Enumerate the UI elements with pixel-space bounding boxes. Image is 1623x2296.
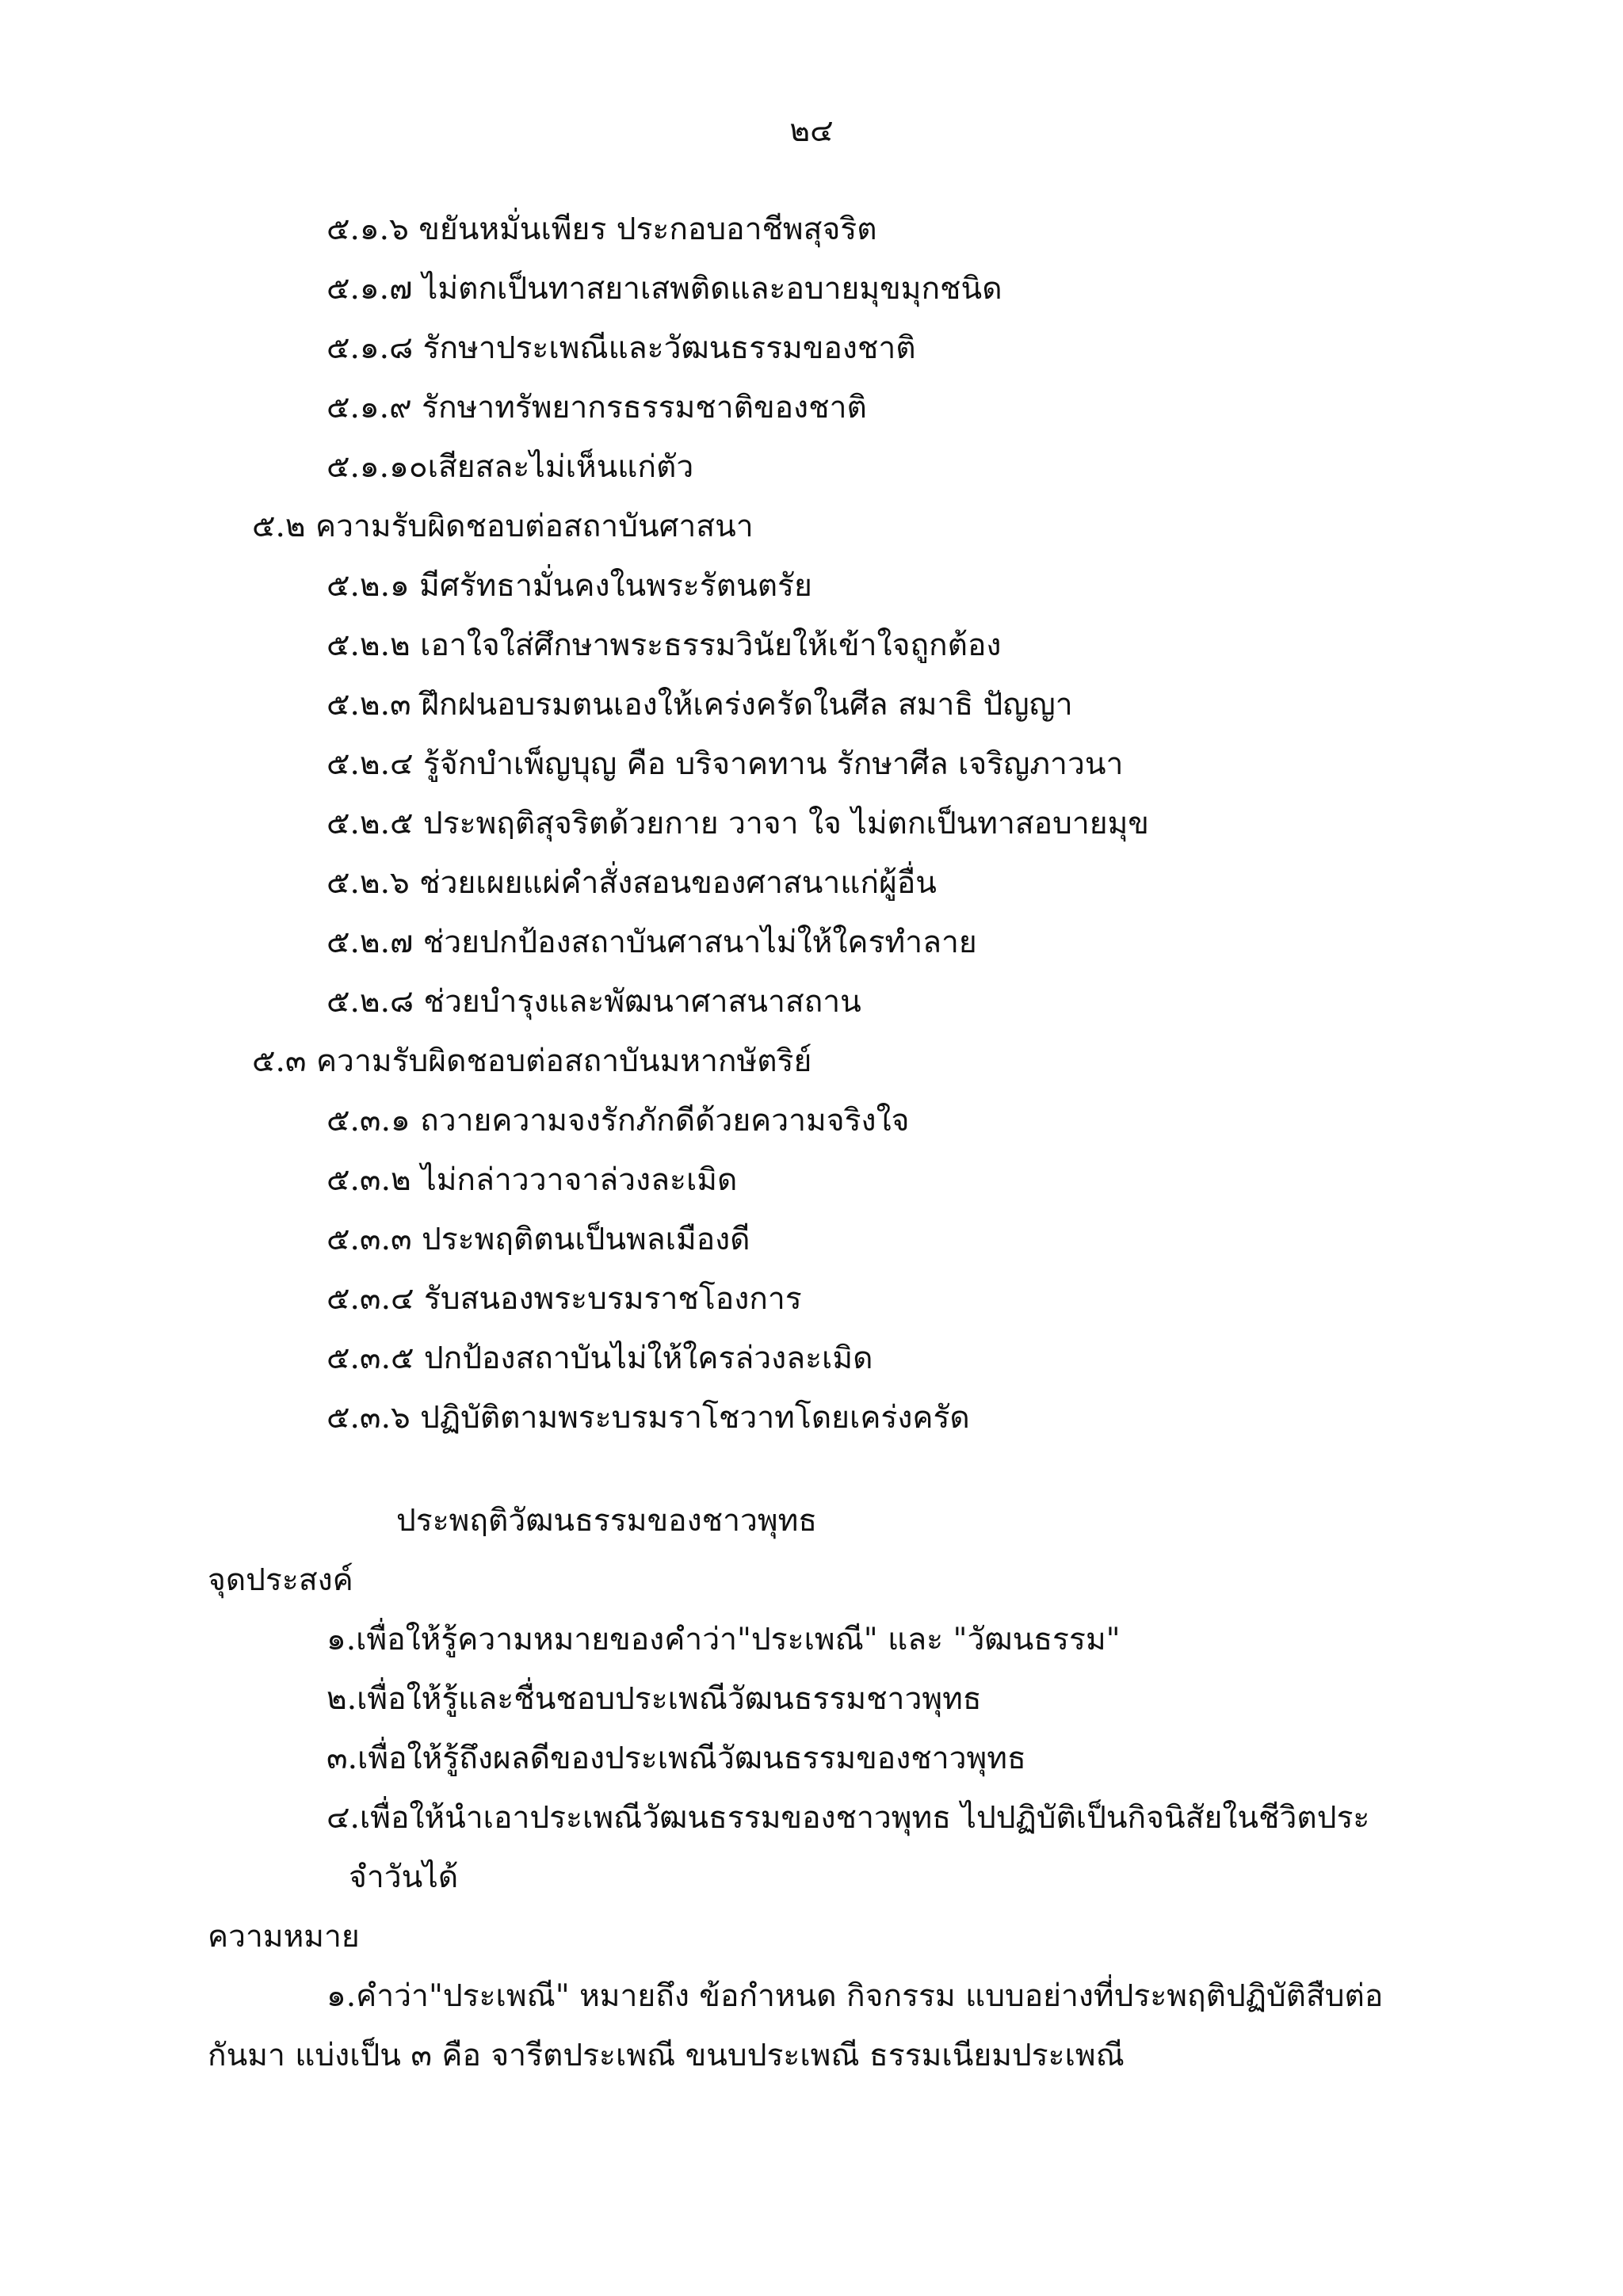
list-item: ๕.๒.๖ ช่วยเผยแผ่คำสั่งสอนของศาสนาแก่ผู้อื่น — [327, 865, 937, 901]
meaning-heading: ความหมาย — [208, 1919, 360, 1955]
list-item: ๕.๓.๒ ไม่กล่าววาจาล่วงละเมิด — [327, 1162, 738, 1198]
objectives-heading: จุดประสงค์ — [208, 1562, 353, 1598]
section-heading: ๕.๒ ความรับผิดชอบต่อสถาบันศาสนา — [252, 509, 754, 544]
paragraph-line: กันมา แบ่งเป็น ๓ คือ จารีตประเพณี ขนบประเพณี ธรรมเนียมประเพณี — [208, 2038, 1125, 2073]
list-item: ๕.๒.๘ ช่วยบำรุงและพัฒนาศาสนาสถาน — [327, 984, 861, 1020]
objective-item: ๑.เพื่อให้รู้ความหมายของคำว่า"ประเพณี" และ "วัฒนธรรม" — [327, 1622, 1121, 1657]
list-item: ๕.๒.๓ ฝึกฝนอบรมตนเองให้เคร่งครัดในศีล สมาธิ ปัญญา — [327, 687, 1073, 723]
section-heading: ๕.๓ ความรับผิดชอบต่อสถาบันมหากษัตริย์ — [252, 1043, 812, 1079]
list-item: ๕.๒.๒ เอาใจใส่ศึกษาพระธรรมวินัยให้เข้าใจถูกต้อง — [327, 627, 1002, 663]
list-item: ๕.๓.๔ รับสนองพระบรมราชโองการ — [327, 1281, 802, 1317]
list-item: ๕.๑.๗ ไม่ตกเป็นทาสยาเสพติดและอบายมุขมุกชนิด — [327, 271, 1002, 307]
list-item: ๕.๒.๗ ช่วยปกป้องสถาบันศาสนาไม่ให้ใครทำลาย — [327, 925, 977, 960]
objective-item: ๓.เพื่อให้รู้ถึงผลดีของประเพณีวัฒนธรรมของชาวพุทธ — [327, 1741, 1026, 1776]
list-item: ๕.๓.๖ ปฏิบัติตามพระบรมราโชวาทโดยเคร่งครัด — [327, 1400, 970, 1436]
list-item: ๕.๒.๑ มีศรัทธามั่นคงในพระรัตนตรัย — [327, 568, 812, 604]
lesson-title: ประพฤติวัฒนธรรมของชาวพุทธ — [396, 1503, 818, 1539]
list-item: ๕.๓.๓ ประพฤติตนเป็นพลเมืองดี — [327, 1222, 750, 1257]
objective-item: ๒.เพื่อให้รู้และชื่นชอบประเพณีวัฒนธรรมชาวพุทธ — [327, 1681, 982, 1717]
list-item: ๕.๓.๕ ปกป้องสถาบันไม่ให้ใครล่วงละเมิด — [327, 1341, 873, 1376]
list-item: ๕.๑.๙ รักษาทรัพยากรธรรมชาติของชาติ — [327, 390, 867, 425]
page-number: ๒๔ — [789, 113, 834, 149]
list-item: ๕.๑.๘ รักษาประเพณีและวัฒนธรรมของชาติ — [327, 330, 916, 366]
objective-item-continuation: จำวันได้ — [349, 1859, 459, 1895]
list-item: ๕.๑.๑๐เสียสละไม่เห็นแก่ตัว — [327, 449, 694, 485]
paragraph-line: ๑.คำว่า"ประเพณี" หมายถึง ข้อกำหนด กิจกรรม แบบอย่างที่ประพฤติปฏิบัติสืบต่อ — [327, 1978, 1384, 2014]
objective-item: ๔.เพื่อให้นำเอาประเพณีวัฒนธรรมของชาวพุทธ ไปปฏิบัติเป็นกิจนิสัยในชีวิตประ — [327, 1800, 1370, 1836]
list-item: ๕.๓.๑ ถวายความจงรักภักดีด้วยความจริงใจ — [327, 1103, 910, 1138]
list-item: ๕.๒.๕ ประพฤติสุจริตด้วยกาย วาจา ใจ ไม่ตกเป็นทาสอบายมุข — [327, 806, 1149, 841]
list-item: ๕.๑.๖ ขยันหมั่นเพียร ประกอบอาชีพสุจริต — [327, 212, 877, 247]
list-item: ๕.๒.๔ รู้จักบำเพ็ญบุญ คือ บริจาคทาน รักษาศีล เจริญภาวนา — [327, 746, 1124, 782]
